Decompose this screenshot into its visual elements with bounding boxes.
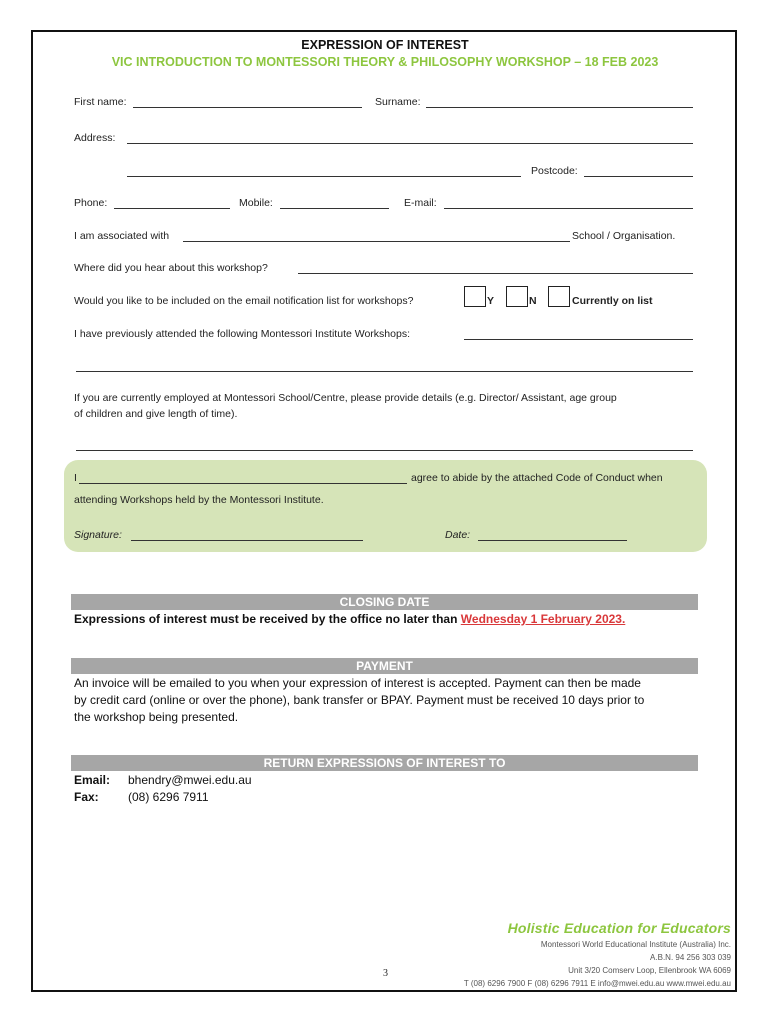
address-field-2[interactable] [127,176,521,177]
postcode-field[interactable] [584,176,693,177]
checkbox-n[interactable] [506,286,528,307]
email-field[interactable] [444,208,693,209]
postcode-label: Postcode: [531,165,578,177]
return-heading: RETURN EXPRESSIONS OF INTEREST TO [71,755,698,771]
closing-date-value: Wednesday 1 February 2023. [460,612,626,626]
closing-date-text [74,611,625,628]
mobile-field[interactable] [280,208,389,209]
page-subtitle: VIC INTRODUCTION TO MONTESSORI THEORY & PHILOSOPHY WORKSHOP – 18 FEB 2023 [111,55,659,69]
email-label: E-mail: [404,197,437,209]
footer-brand-logo: Holistic Education for Educators [507,920,731,936]
previous-workshops-field-1[interactable] [464,339,693,340]
conduct-text-2: attending Workshops held by the Montessori Institute. [74,494,324,506]
return-fax-label: Fax: [74,790,99,804]
date-label: Date: [445,529,471,541]
return-fax-value: (08) 6296 7911 [128,790,209,804]
surname-label: Surname: [375,96,421,108]
footer-abn: A.B.N. 94 256 303 039 [650,953,731,962]
phone-label: Phone: [74,197,108,209]
phone-field[interactable] [114,208,230,209]
associated-label: I am associated with [74,230,170,242]
page-title: EXPRESSION OF INTEREST [301,38,469,52]
payment-line-3: the workshop being presented. [74,710,239,724]
employment-line-1: If you are currently employed at Montessori School/Centre, please provide details (e.g. Director/ Assistant, age group [74,392,617,404]
mobile-label: Mobile: [239,197,273,209]
hear-about-field[interactable] [298,273,693,274]
conduct-text-1: agree to abide by the attached Code of Conduct when [411,472,663,484]
closing-date-heading: CLOSING DATE [71,594,698,610]
surname-field[interactable] [426,107,693,108]
first-name-label: First name: [74,96,127,108]
return-email-value[interactable]: bhendry@mwei.edu.au [128,773,252,787]
associated-suffix: School / Organisation. [572,230,676,242]
date-field[interactable] [478,540,627,541]
signature-field[interactable] [131,540,363,541]
checkbox-n-label: N [529,295,537,307]
payment-heading: PAYMENT [71,658,698,674]
checkbox-y-label: Y [487,295,495,307]
associated-field[interactable] [183,241,570,242]
footer-contact: T (08) 6296 7900 F (08) 6296 7911 E info@mwei.edu.au www.mwei.edu.au [463,979,731,988]
payment-line-2: by credit card (online or over the phone), bank transfer or BPAY. Payment must be received 10 days prior to [74,693,645,707]
employment-instructions [74,390,699,422]
signature-label: Signature: [74,529,122,541]
conduct-name-field[interactable] [79,483,407,484]
previous-workshops-label: I have previously attended the following Montessori Institute Workshops: [74,328,410,340]
checkbox-currently-on-list[interactable] [548,286,570,307]
conduct-prefix: I [74,472,77,484]
footer-org: Montessori World Educational Institute (Australia) Inc. [540,940,731,949]
employment-field[interactable] [76,450,693,451]
checkbox-y[interactable] [464,286,486,307]
payment-text [74,675,700,726]
email-list-question: Would you like to be included on the email notification list for workshops? [74,295,414,307]
hear-about-label: Where did you hear about this workshop? [74,262,268,274]
previous-workshops-field-2[interactable] [76,371,693,372]
address-field-1[interactable] [127,143,693,144]
first-name-field[interactable] [133,107,362,108]
employment-line-2: of children and give length of time). [74,408,238,420]
checkbox-current-label: Currently on list [572,295,653,307]
return-email-label: Email: [74,773,111,787]
address-label: Address: [74,132,116,144]
closing-text: Expressions of interest must be received by the office no later than [74,612,458,626]
footer-address: Unit 3/20 Comserv Loop, Ellenbrook WA 6069 [568,966,731,975]
payment-line-1: An invoice will be emailed to you when your expression of interest is accepted. Payment can then be made [74,676,641,690]
page-number: 3 [383,968,388,979]
